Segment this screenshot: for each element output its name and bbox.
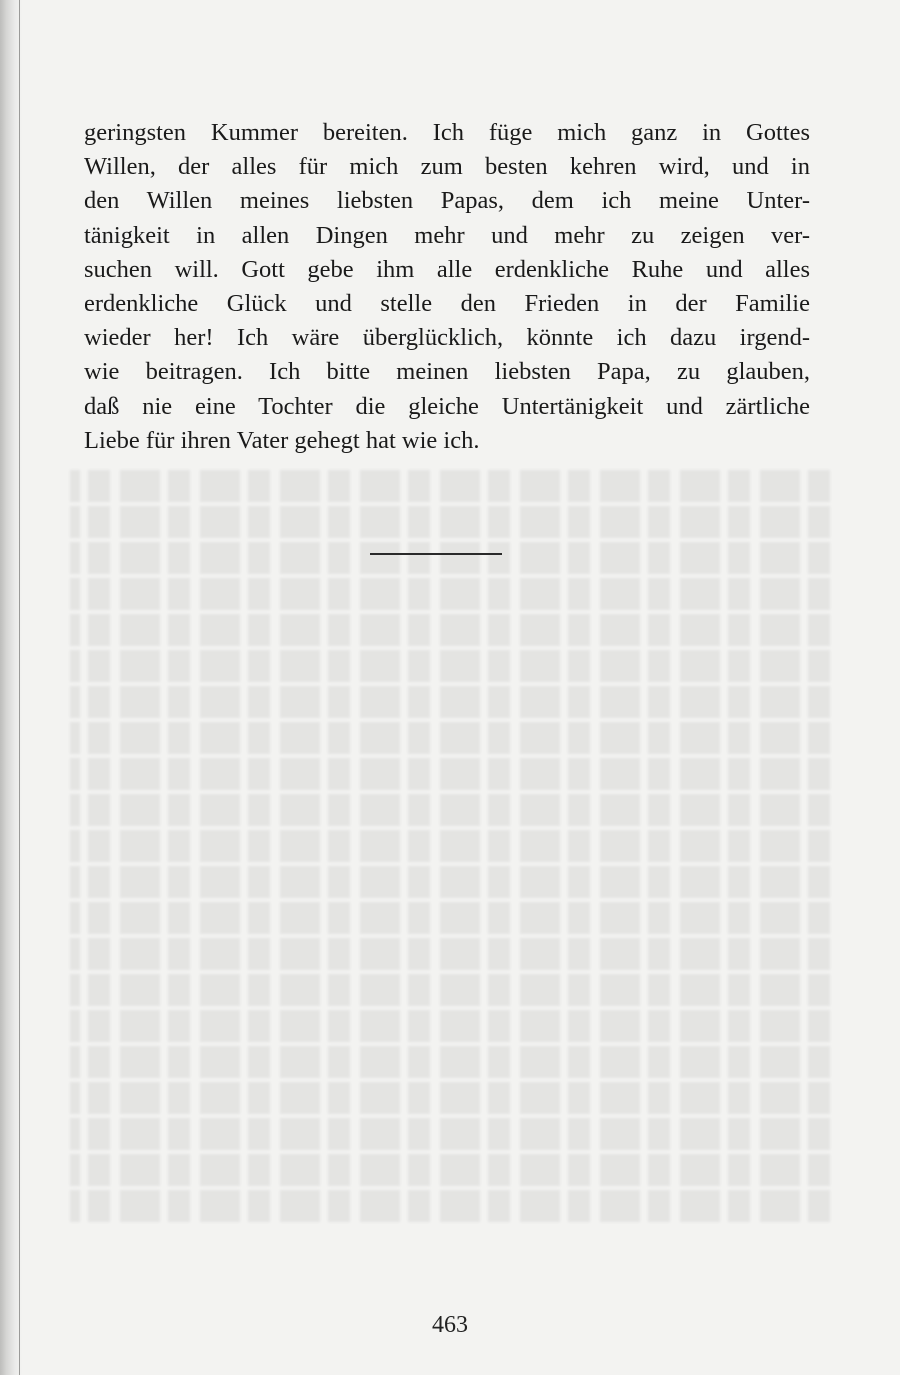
text-line: erdenkliche Glück und stelle den Frieden in der Familie xyxy=(84,289,810,317)
show-through-text xyxy=(70,470,830,1290)
page-number: 463 xyxy=(432,1312,468,1338)
body-text xyxy=(84,116,810,458)
text-line: Willen, der alles für mich zum besten kehren wird, und in xyxy=(84,153,810,181)
text-line: geringsten Kummer bereiten. Ich füge mich ganz in Gottes xyxy=(84,119,810,146)
page-binding-edge xyxy=(19,0,20,1375)
section-divider xyxy=(370,553,502,555)
text-line: wieder her! Ich wäre überglücklich, könnte ich dazu irgend- xyxy=(84,324,810,352)
text-line: suchen will. Gott gebe ihm alle erdenkliche Ruhe und alles xyxy=(84,255,810,283)
text-line: daß nie eine Tochter die gleiche Untertänigkeit und zärtliche xyxy=(84,392,810,420)
text-line: Liebe für ihren Vater gehegt hat wie ich. xyxy=(84,426,480,454)
text-line: tänigkeit in allen Dingen mehr und mehr zu zeigen ver- xyxy=(84,221,810,249)
text-line: wie beitragen. Ich bitte meinen liebsten Papa, zu glauben, xyxy=(84,358,810,386)
text-line: den Willen meines liebsten Papas, dem ich meine Unter- xyxy=(84,187,810,215)
